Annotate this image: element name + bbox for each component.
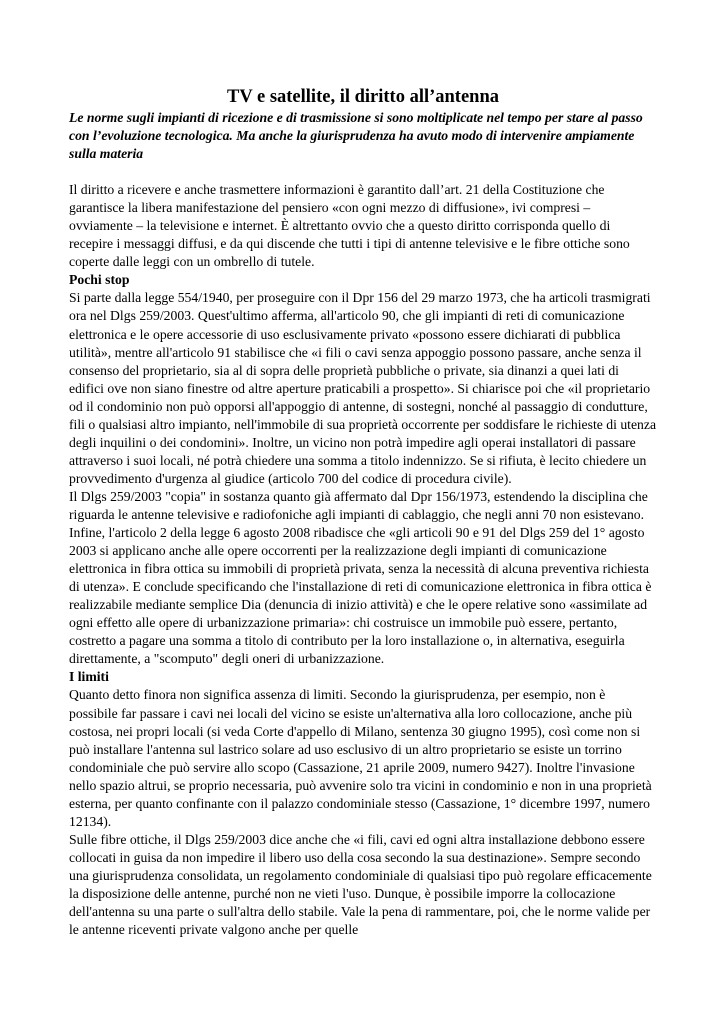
document-page — [69, 86, 657, 939]
article-subtitle: Le norme sugli impianti di ricezione e di trasmissione si sono moltiplicate nel tempo per stare al passo con l’evoluzione tecnologica. Ma anche la giurisprudenza ha avuto modo di intervenire ampiamente sulla materia — [69, 110, 643, 162]
section-heading-pochi-stop: Pochi stop — [69, 272, 130, 288]
body-paragraph: Quanto detto finora non significa assenza di limiti. Secondo la giurisprudenza, per esempio, non è possibile far passare i cavi nei locali del vicino se esiste un'alternativa alla loro collocazione, anche più costosa, nei propri locali (si veda Corte d'appello di Milano, sentenza 30 giugno 1995), così come non si può installare l'antenna sul lastrico solare ad uso esclusivo di un altro proprietario se esiste un torrino condominiale che può servire allo scopo (Cassazione, 21 aprile 2009, numero 9427). Inoltre l'invasione nello spazio altrui, se proprio necessaria, può avvenire solo tra vicini in condominio e non in una proprietà esterna, per quanto confinante con il palazzo condominiale stesso (Cassazione, 1° dicembre 1997, numero 12134). — [69, 687, 652, 829]
body-paragraph: Il Dlgs 259/2003 "copia" in sostanza quanto già affermato dal Dpr 156/1973, estendendo la disciplina che riguarda le antenne televisive e radiofoniche agli impianti di cablaggio, che negli anni 70 non esistevano. — [69, 488, 648, 522]
intro-paragraph: Il diritto a ricevere e anche trasmettere informazioni è garantito dall’art. 21 della Costituzione che garantisce la libera manifestazione del pensiero «con ogni mezzo di diffusione», ivi compresi – ovviamente – la televisione e internet. È altrettanto ovvio che a questo diritto corrisponda quello di recepire i messaggi diffusi, e da qui discende che tutti i tipi di antenne televisive e le fibre ottiche sono coperte dalle leggi con un ombrello di tutele. — [69, 182, 630, 270]
body-paragraph: Infine, l'articolo 2 della legge 6 agosto 2008 ribadisce che «gli articoli 90 e 91 del Dlgs 259 del 1° agosto 2003 si applicano anche alle opere occorrenti per la realizzazione degli impianti di comunicazione elettronica in fibra ottica su immobili di proprietà privata, senza la necessità di alcuna preventiva richiesta di utenza». E conclude specificando che l'installazione di reti di comunicazione elettronica in fibra ottica è realizzabile mediante semplice Dia (denuncia di inizio attività) e che le opere relative sono «assimilate ad ogni effetto alle opere di urbanizzazione primaria»: chi costruisce un immobile può essere, pertanto, costretto a pagare una somma a titolo di contributo per la loro installazione o, in alternativa, eseguirla direttamente, a "scomputo" degli oneri di urbanizzazione. — [69, 525, 652, 667]
article-title: TV e satellite, il diritto all’antenna — [227, 87, 499, 107]
body-paragraph: Sulle fibre ottiche, il Dlgs 259/2003 dice anche che «i fili, cavi ed ogni altra installazione debbono essere collocati in guisa da non impedire il libero uso della cosa secondo la sua destinazione». Sempre secondo una giurisprudenza consolidata, un regolamento condominiale di qualsiasi tipo può regolare efficacemente la disposizione delle antenne, purché non ne vieti l'uso. Dunque, è possibile imporre la collocazione dell'antenna su una parte o sull'altra dello stabile. Vale la pena di rammentare, poi, che le norme valide per le antenne riceventi private valgono anche per quelle — [69, 831, 652, 938]
section-heading-i-limiti: I limiti — [69, 669, 109, 685]
blank-line — [69, 163, 657, 181]
body-paragraph: Si parte dalla legge 554/1940, per proseguire con il Dpr 156 del 29 marzo 1973, che ha articoli trasmigrati ora nel Dlgs 259/2003. Quest'ultimo afferma, all'articolo 90, che gli impianti di reti di comunicazione elettronica e le opere accessorie di uso esclusivamente privato «possono essere dichiarati di pubblica utilità», mentre all'articolo 91 stabilisce che «i fili o cavi senza appoggio possono passare, anche senza il consenso del proprietario, sia al di sopra delle proprietà pubbliche o private, sia dinanzi a quei lati di edifici ove non siano finestre od altre aperture praticabili a prospetto». Si chiarisce poi che «il proprietario od il condominio non può opporsi all'appoggio di antenne, di sostegni, nonché al passaggio di condutture, fili o qualsiasi altro impianto, nell'immobile di sua proprietà occorrente per soddisfare le richieste di utenza degli inquilini o dei condomini». Inoltre, un vicino non potrà impedire agli operai installatori di passare attraverso i suoi locali, né potrà chiedere una somma a titolo indennizzo. Se si rifiuta, è lecito chiedere un provvedimento d'urgenza al giudice (articolo 700 del codice di procedura civile). — [69, 290, 657, 486]
